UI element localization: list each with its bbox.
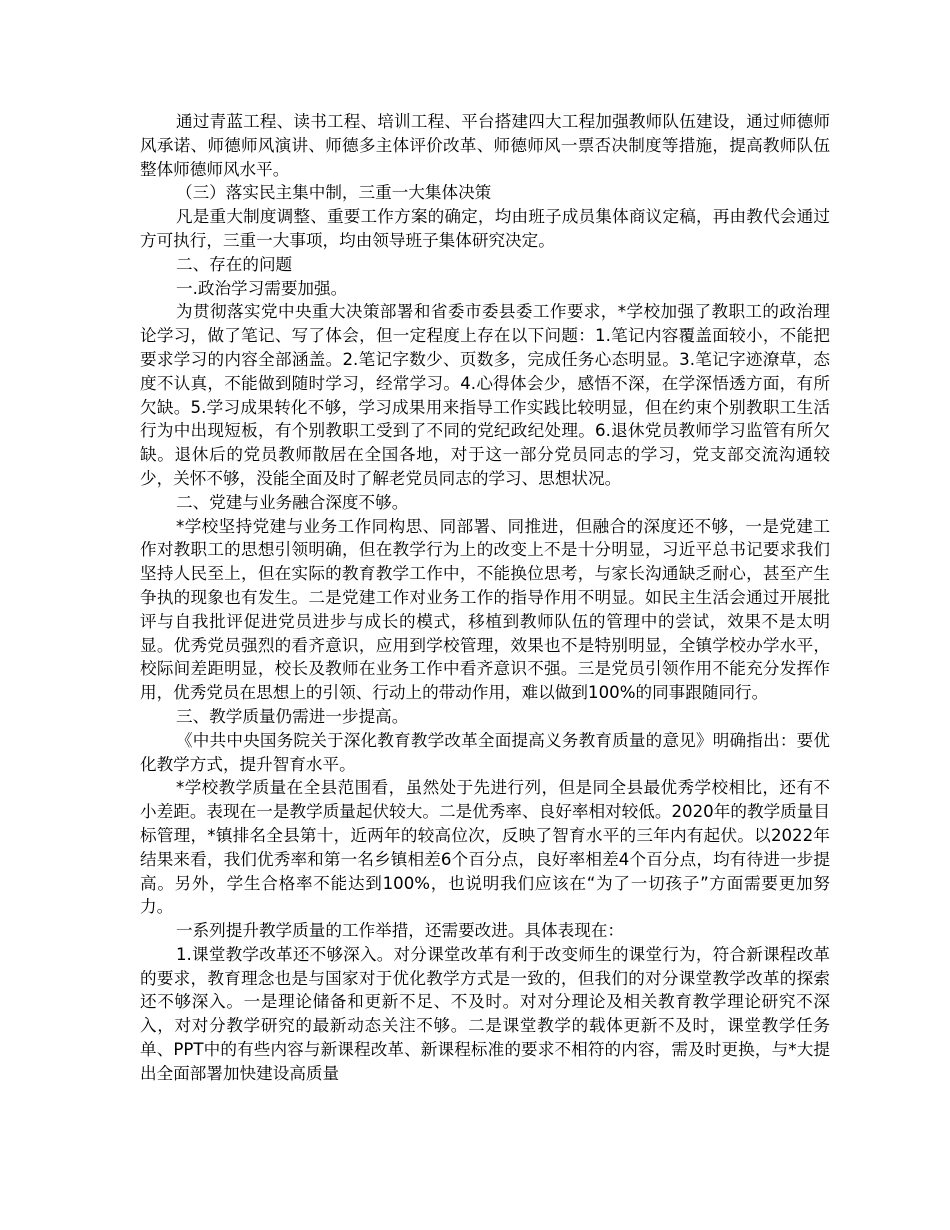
paragraph-political-study: 为贯彻落实党中央重大决策部署和省委市委县委工作要求，*学校加强了教职工的政治理论学习，做了笔记、写了体会，但一定程度上存在以下问题：1.笔记内容覆盖面较小，不能把要求学习的内容全部涵盖。2.笔记字数少、页数多，完成任务心态明显。3.笔记字迹潦草，态度不认真，不能做到随时学习，经常学习。4.心得体会少，感悟不深，在学深悟透方面，有所欠缺。5.学习成果转化不够，学习成果用来指导工作实践比较明显，但在约束个别教职工生活行为中出现短板，有个别教职工受到了不同的党纪政纪处理。6.退休党员教师学习监管有所欠缺。退休后的党员教师散居在全国各地，对于这一部分党员同志的学习，党支部交流沟通较少，关怀不够，没能全面及时了解老党员同志的学习、思想状况。 — [140, 302, 830, 488]
paragraph-collective-decision: 凡是重大制度调整、重要工作方案的确定，均由班子成员集体商议定稿，再由教代会通过方可执行，三重一大事项，均由领导班子集体研究决定。 — [140, 207, 830, 250]
paragraph-quality-comparison: *学校教学质量在全县范围看，虽然处于先进行列，但是同全县最优秀学校相比，还有不小差距。表现在一是教学质量起伏较大。二是优秀率、良好率相对较低。2020年的教学质量目标管理，*镇排名全县第十，近两年的较高位次，反映了智育水平的三年内有起伏。以2022年结果来看，我们优秀率和第一名乡镇相差6个百分点，良好率相差4个百分点，均有待进一步提高。另外，学生合格率不能达到100%，也说明我们应该在“为了一切孩子”方面需要更加努力。 — [140, 778, 830, 917]
subheading-democratic-centralism: （三）落实民主集中制，三重一大集体决策 — [176, 183, 492, 203]
paragraph-central-opinion: 《中共中央国务院关于深化教育教学改革全面提高义务教育质量的意见》明确指出：要优化教学方式，提升智育水平。 — [140, 730, 830, 774]
paragraph-party-business-integration: *学校坚持党建与业务工作同构思、同部署、同推进，但融合的深度还不够，一是党建工作对教职工的思想引领明确，但在教学行为上的改变上不是十分明显，习近平总书记要求我们坚持人民至上，但在实际的教育教学工作中，不能换位思考，与家长沟通缺乏耐心，甚至产生争执的现象也有发生。二是党建工作对业务工作的指导作用不明显。如民主生活会通过开展批评与自我批评促进党员进步与成长的模式，移植到教师队伍的管理中的尝试，效果不是太明显。优秀党员强烈的看齐意识，应用到学校管理，效果也不是特别明显，全镇学校办学水平，校际间差距明显，校长及教师在业务工作中看齐意识不强。三是党员引领作用不能充分发挥作用，优秀党员在思想上的引领、行动上的带动作用，难以做到100%的同事跟随同行。 — [140, 516, 830, 703]
subheading-political-study: 一.政治学习需要加强。 — [176, 278, 348, 298]
paragraph-measures-intro: 一系列提升教学质量的工作举措，还需要改进。具体表现在： — [176, 921, 625, 941]
heading-existing-problems: 二、存在的问题 — [176, 254, 293, 274]
subheading-party-business-integration: 二、党建与业务融合深度不够。 — [176, 492, 409, 512]
paragraph-teacher-building: 通过青蓝工程、读书工程、培训工程、平台搭建四大工程加强教师队伍建设，通过师德师风承诺、师德师风演讲、师德多主体评价改革、师德师风一票否决制度等措施，提高教师队伍整体师德师风水平。 — [140, 112, 830, 179]
paragraph-classroom-reform: 1.课堂教学改革还不够深入。对分课堂改革有利于改变师生的课堂行为，符合新课程改革的要求，教育理念也是与国家对于优化教学方式是一致的，但我们的对分课堂教学改革的探索还不够深入。一是理论储备和更新不足、不及时。对对分理论及相关教育教学理论研究不深入，对对分教学研究的最新动态关注不够。二是课堂教学的载体更新不及时，课堂教学任务单、PPT中的有些内容与新课程改革、新课程标准的要求不相符的内容，需及时更换，与*大提出全面部署加快建设高质量 — [140, 944, 830, 1083]
subheading-teaching-quality: 三、教学质量仍需进一步提高。 — [176, 706, 409, 726]
document-body — [140, 110, 830, 1086]
